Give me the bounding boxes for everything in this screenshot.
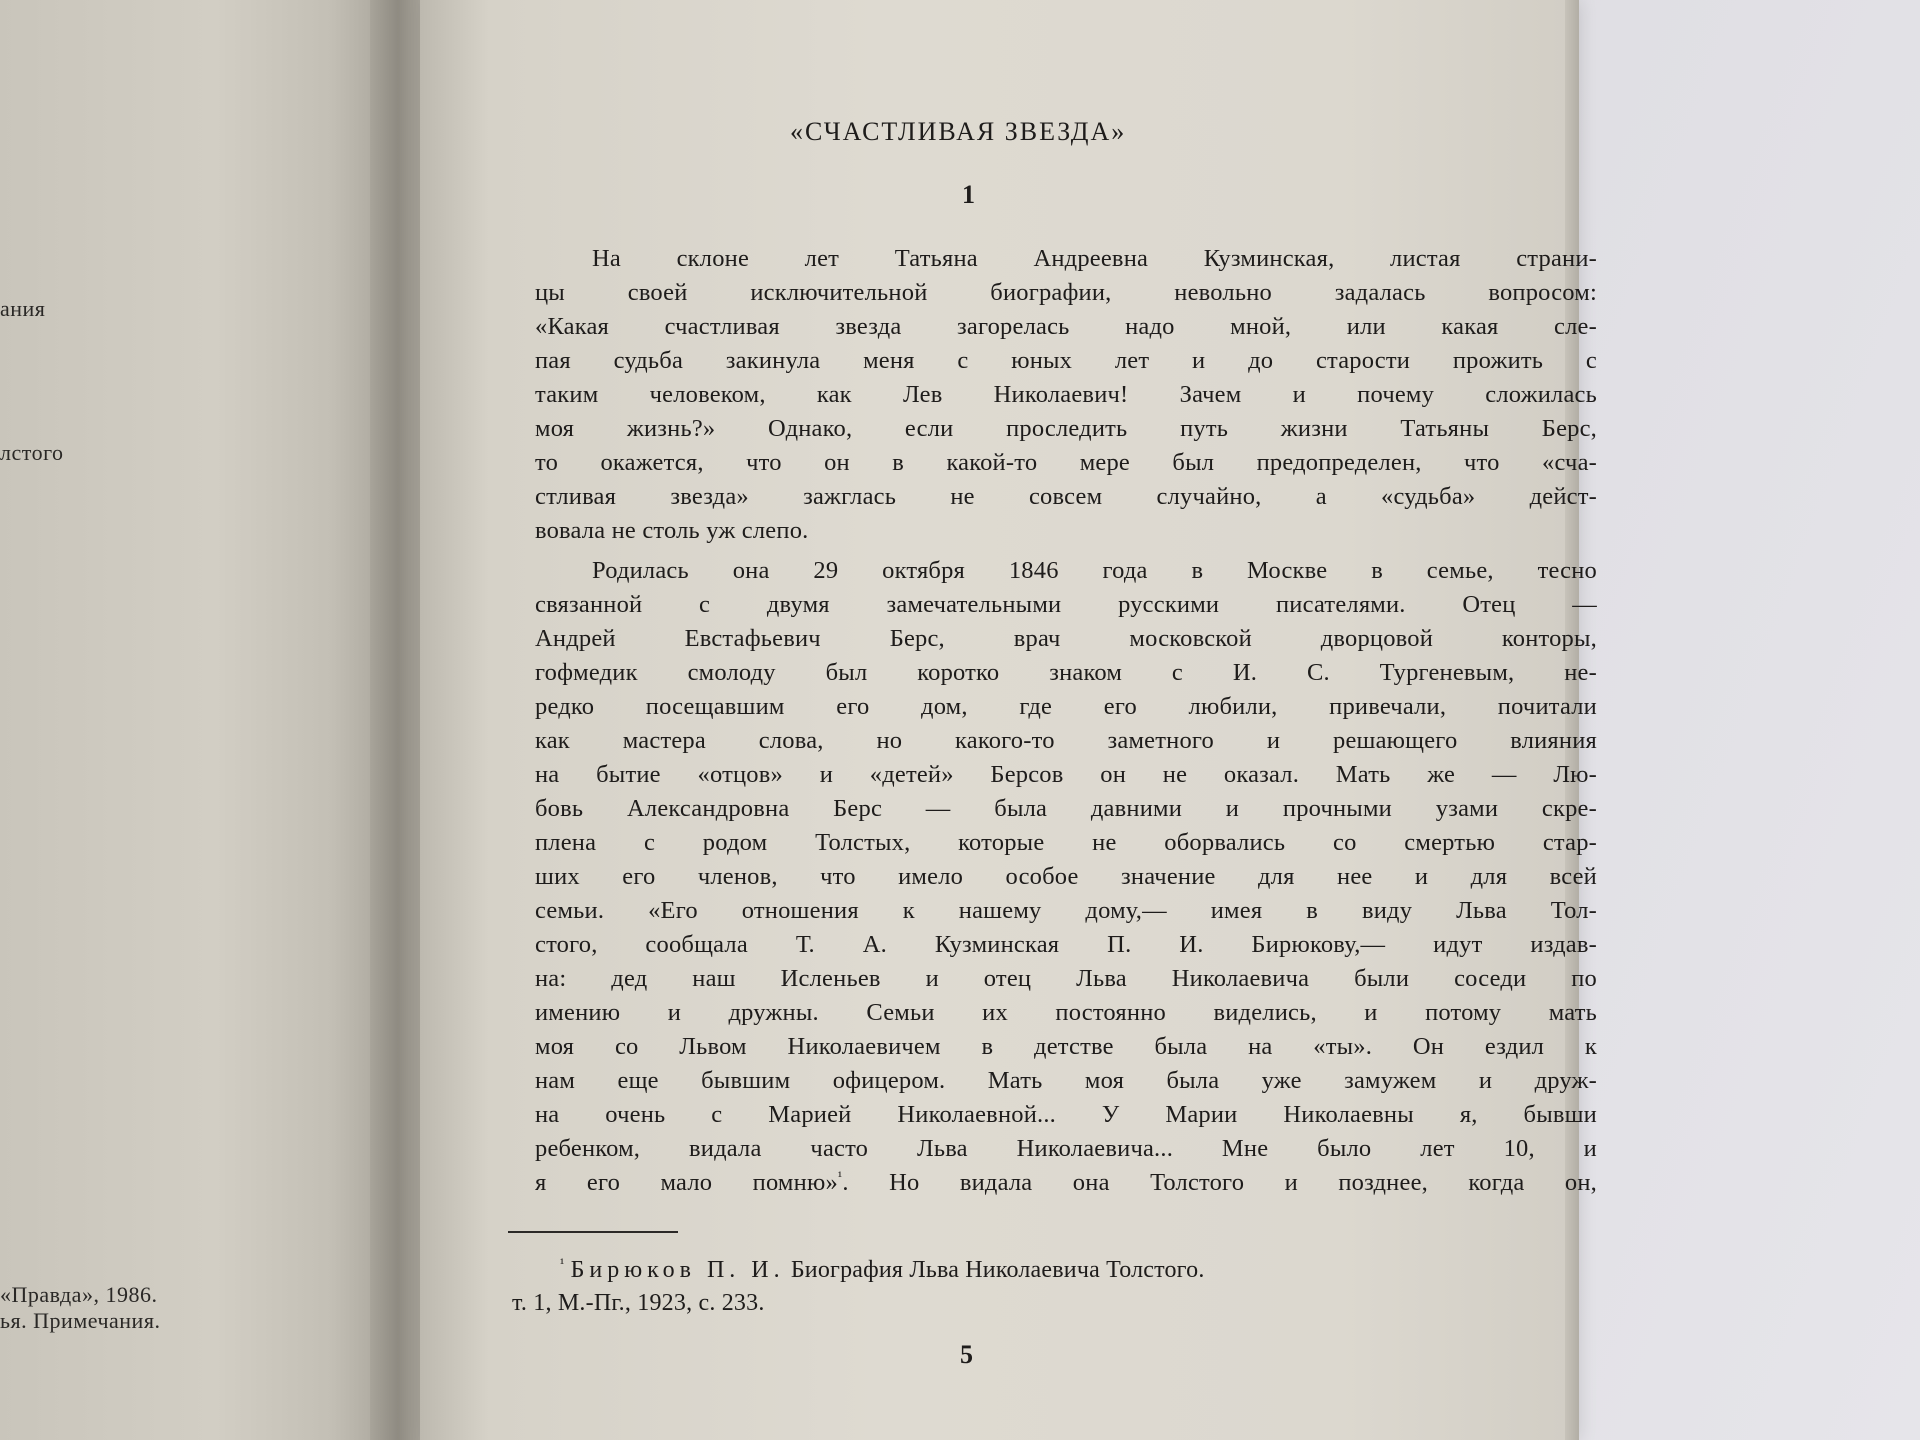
text-line: «Какая счастливая звезда загорелась надо мной, или какая сле- (535, 313, 1597, 340)
text-line: нам еще бывшим офицером. Мать моя была уже замужем и друж- (535, 1067, 1597, 1094)
text-line: пая судьба закинула меня с юных лет и до старости прожить с (535, 347, 1597, 374)
left-page (0, 0, 390, 1440)
text-line: редко посещавшим его дом, где его любили, привечали, почитали (535, 693, 1597, 720)
footnote-marker: ¹ (560, 1257, 565, 1272)
footnote-rule (508, 1231, 678, 1233)
text-line-part: . Но видала она Толстого и позднее, когда он, (842, 1169, 1597, 1196)
text-line: ших его членов, что имело особое значение для нее и для всей (535, 863, 1597, 890)
text-line: вовала не столь уж слепо. (535, 517, 809, 544)
text-line: Родилась она 29 октября 1846 года в Москве в семье, тесно (592, 557, 1597, 584)
text-line (535, 1169, 1597, 1197)
text-line: гофмедик смолоду был коротко знаком с И. С. Тургеневым, не- (535, 659, 1597, 686)
chapter-title: «СЧАСТЛИВАЯ ЗВЕЗДА» (790, 117, 1127, 146)
footnote-title: Биография Льва Николаевича Толстого. (790, 1257, 1205, 1283)
chapter-number: 1 (962, 180, 975, 209)
text-line: моя жизнь?» Однако, если проследить путь жизни Татьяны Берс, (535, 415, 1597, 442)
text-line: на бытие «отцов» и «детей» Берсов он не оказал. Мать же — Лю- (535, 761, 1597, 788)
text-line: стливая звезда» зажглась не совсем случайно, а «судьба» дейст- (535, 483, 1597, 510)
text-line: моя со Львом Николаевичем в детстве была на «ты». Он ездил к (535, 1033, 1597, 1060)
text-line: имению и дружны. Семьи их постоянно виделись, и потому мать (535, 999, 1597, 1026)
text-line: семьи. «Его отношения к нашему дому,— имея в виду Льва Тол- (535, 897, 1597, 924)
text-line: как мастера слова, но какого-то заметного и решающего влияния (535, 727, 1597, 754)
text-line: плена с родом Толстых, которые не оборвались со смертью стар- (535, 829, 1597, 856)
text-line: цы своей исключительной биографии, невольно задалась вопросом: (535, 279, 1597, 306)
text-line: Андрей Евстафьевич Берс, врач московской дворцовой конторы, (535, 625, 1597, 652)
text-line: бовь Александровна Берс — была давними и прочными узами скре- (535, 795, 1597, 822)
footnote-reference: ¹ (837, 1169, 843, 1185)
left-page-fragment: ания (0, 296, 46, 321)
left-page-fragment: ья. Примечания. (0, 1308, 161, 1333)
text-line: то окажется, что он в какой-то мере был предопределен, что «сча- (535, 449, 1597, 476)
footnote-author: Бирюков П. И. (570, 1257, 785, 1283)
left-page-fragment: лстого (0, 440, 64, 465)
footnote-line: т. 1, М.-Пг., 1923, с. 233. (512, 1290, 765, 1316)
left-page-fragment: «Правда», 1986. (0, 1282, 158, 1307)
text-line: на: дед наш Исленьев и отец Льва Николаевича были соседи по (535, 965, 1597, 992)
text-line-part: я его мало помню» (535, 1169, 838, 1196)
text-line: ребенком, видала часто Льва Николаевича... Мне было лет 10, и (535, 1135, 1597, 1162)
text-line: На склоне лет Татьяна Андреевна Кузминская, листая страни- (592, 245, 1597, 272)
text-line: стого, сообщала Т. А. Кузминская П. И. Бирюкову,— идут издав- (535, 931, 1597, 958)
text-line: таким человеком, как Лев Николаевич! Зачем и почему сложилась (535, 381, 1597, 408)
text-line: связанной с двумя замечательными русскими писателями. Отец — (535, 591, 1597, 618)
text-line: на очень с Марией Николаевной... У Марии Николаевны я, бывши (535, 1101, 1597, 1128)
page-number: 5 (960, 1340, 973, 1369)
footnote-line (560, 1257, 1205, 1284)
